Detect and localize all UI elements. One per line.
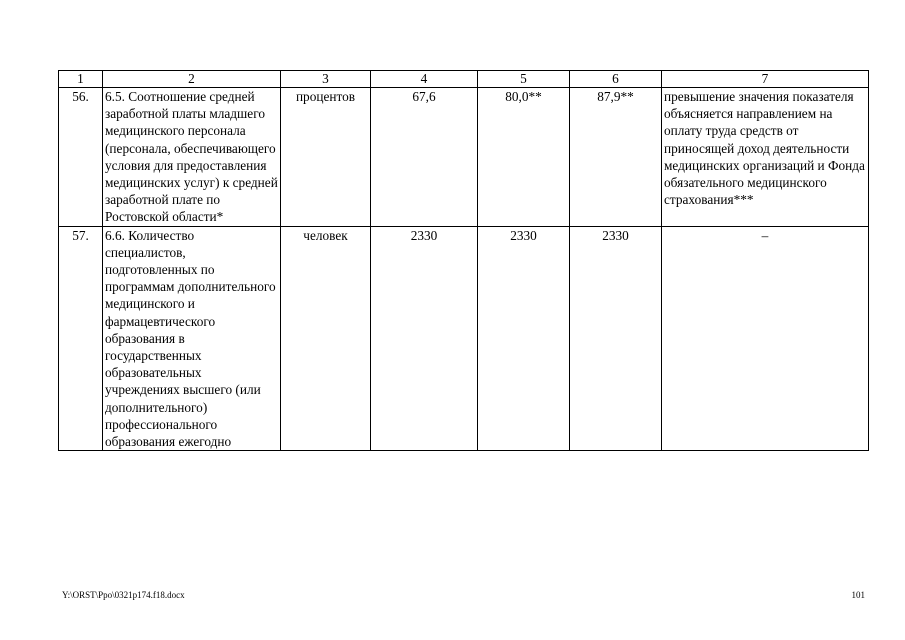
- footer-file-path: Y:\ORST\Ppo\0321p174.f18.docx: [62, 590, 185, 600]
- header-col-1: 1: [59, 71, 103, 88]
- header-col-4: 4: [371, 71, 478, 88]
- indicator-cell: 6.5. Соотношение средней заработной платы младшего медицинского персонала (персонала, обеспечивающего условия для предоставления медицинских услуг) к средней заработной плате по Ростовской области*: [103, 88, 281, 227]
- header-col-5: 5: [478, 71, 570, 88]
- page-number: 101: [851, 590, 865, 600]
- unit-cell: человек: [281, 226, 371, 451]
- value-col4-cell: 2330: [371, 226, 478, 451]
- value-col6-cell: 87,9**: [570, 88, 662, 227]
- row-number: 56.: [59, 88, 103, 227]
- table-header-row: [59, 71, 869, 88]
- header-col-3: 3: [281, 71, 371, 88]
- table-row: [59, 88, 869, 227]
- value-col4-cell: 67,6: [371, 88, 478, 227]
- table-row: [59, 226, 869, 451]
- note-cell: –: [662, 226, 869, 451]
- header-col-2: 2: [103, 71, 281, 88]
- header-col-7: 7: [662, 71, 869, 88]
- indicator-cell: 6.6. Количество специалистов, подготовленных по программам дополнительного медицинского и фармацевтического образования в государственных образовательных учреждениях высшего (или дополнительного) профессионального образования ежегодно: [103, 226, 281, 451]
- header-col-6: 6: [570, 71, 662, 88]
- unit-cell: процентов: [281, 88, 371, 227]
- row-number: 57.: [59, 226, 103, 451]
- value-col5-cell: 80,0**: [478, 88, 570, 227]
- value-col6-cell: 2330: [570, 226, 662, 451]
- value-col5-cell: 2330: [478, 226, 570, 451]
- data-table: [58, 70, 869, 451]
- note-cell: превышение значения показателя объясняется направлением на оплату труда средств от приносящей доход деятельности медицинских организаций и Фонда обязательного медицинского страхования***: [662, 88, 869, 227]
